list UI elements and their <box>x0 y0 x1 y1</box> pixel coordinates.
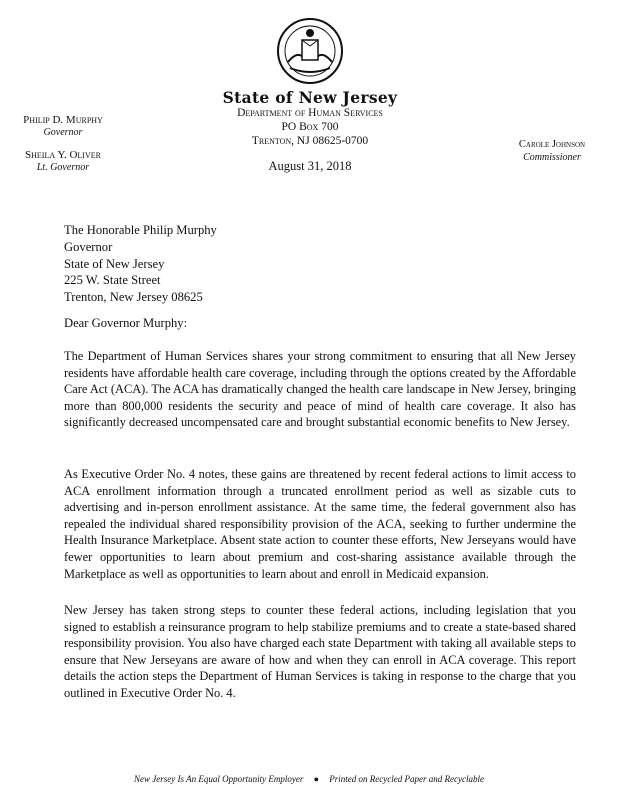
commissioner-name: Carole Johnson <box>518 139 586 150</box>
body-paragraph: The Department of Human Services shares your strong commitment to ensuring that all New Jersey residents have affordable health care coverage, including through the options created by the Affordable Care Act (ACA). The ACA has dramatically changed the health care landscape in New Jersey, bringing more than 800,000 residents the security and peace of mind of health care coverage. It also has significantly decreased uncompensated care and brought substantial economic benefits to New Jersey. <box>64 349 576 430</box>
lt-governor-name: Sheila Y. Oliver <box>25 149 101 161</box>
body-paragraph: As Executive Order No. 4 notes, these gains are threatened by recent federal actions to limit access to ACA enrollment information through a truncated enrollment period as well as sizable cuts to advertising and in-person enrollment assistance. At the same time, the federal government also has repealed the individual shared responsibility provision of the ACA, seeking to further undermine the Health Insurance Marketplace. Absent state action to counter these efforts, New Jerseyans would have fewer opportunities to learn about premium and cost-sharing assistance available through the Marketplace as well as opportunities to learn about and enroll in Medicaid expansion. <box>64 467 576 581</box>
bullet-icon: ● <box>313 774 320 784</box>
recipient-line: Trenton, New Jersey 08625 <box>64 290 203 305</box>
state-seal-icon <box>276 16 344 86</box>
right-official <box>497 139 607 164</box>
letterhead-address <box>200 106 420 148</box>
commissioner-role: Commissioner <box>523 151 581 163</box>
lt-governor-role: Lt. Governor <box>36 161 90 173</box>
footer-employer-note: New Jersey Is An Equal Opportunity Employer <box>134 774 304 784</box>
salutation: Dear Governor Murphy: <box>64 316 188 330</box>
letter-date: August 31, 2018 <box>268 159 352 173</box>
recipient-address <box>64 222 217 306</box>
body-paragraph: New Jersey has taken strong steps to counter these federal actions, including legislation that you signed to establish a reinsurance program to help stabilize premiums and to create a state-based shared responsibility provision. You also have charged each state Department with taking all available steps to ensure that New Jerseyans are aware of how and when they can enroll in ACA coverage. This report details the action steps the Department of Human Services is taking in response to the charge that you outlined in Executive Order No. 4. <box>64 603 576 700</box>
letterhead-title: State of New Jersey <box>222 88 398 107</box>
recipient-line: 225 W. State Street <box>64 273 161 288</box>
recipient-line: The Honorable Philip Murphy <box>64 223 217 237</box>
left-officials <box>8 114 118 174</box>
recipient-line: Governor <box>64 239 113 254</box>
footer <box>0 774 618 784</box>
po-box: PO Box 700 <box>281 121 339 133</box>
governor-role: Governor <box>43 126 83 138</box>
department-name: Department of Human Services <box>237 107 383 119</box>
footer-recycled-note: Printed on Recycled Paper and Recyclable <box>329 774 484 784</box>
governor-name: Philip D. Murphy <box>23 114 103 126</box>
city-zip: Trenton, NJ 08625-0700 <box>251 135 369 147</box>
recipient-line: State of New Jersey <box>64 256 165 271</box>
